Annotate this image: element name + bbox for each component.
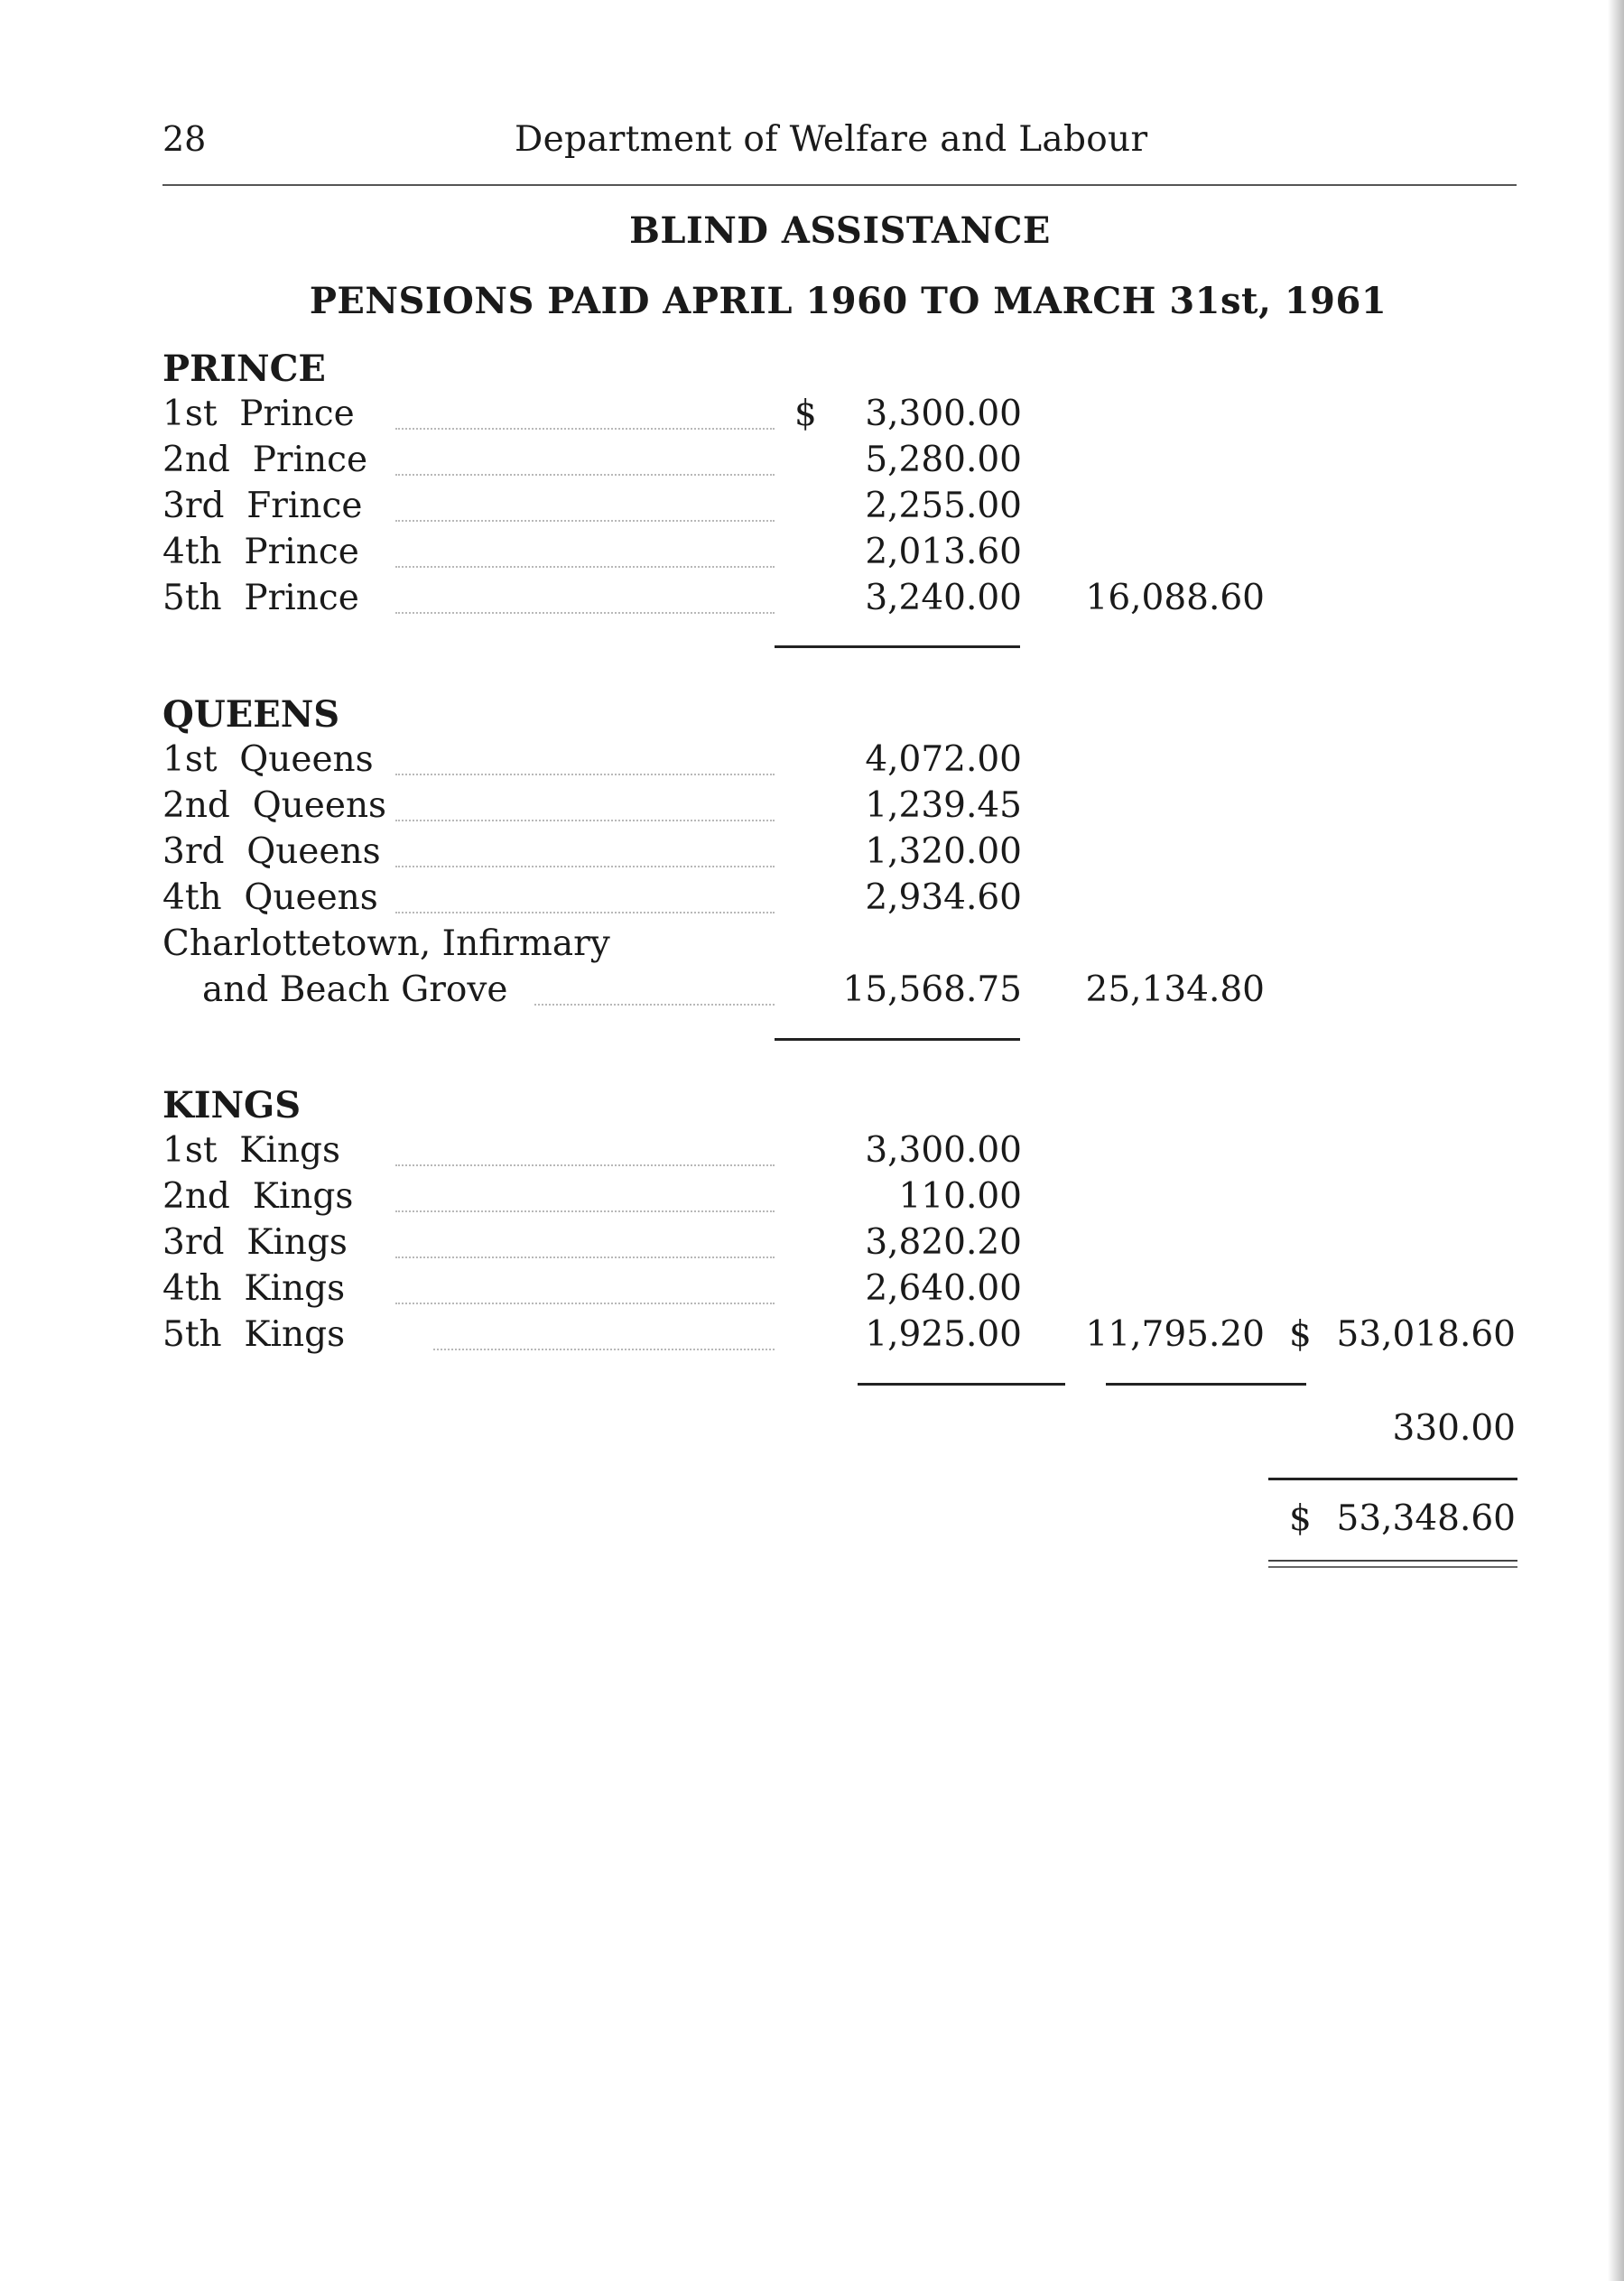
- row-amount: 1,925.00: [865, 1314, 1022, 1355]
- table-row: [0, 1498, 1624, 1544]
- currency-symbol: $: [794, 394, 817, 434]
- row-label: and Beach Grove: [202, 969, 508, 1010]
- row-label: 3rd Kings: [162, 1222, 348, 1263]
- dot-leader: [395, 1303, 775, 1304]
- dot-leader: [395, 820, 775, 821]
- table-row: [0, 923, 1624, 969]
- dot-leader: [395, 1210, 775, 1212]
- table-row: [0, 1222, 1624, 1267]
- row-amount: 1,239.45: [865, 785, 1022, 826]
- report-subtitle: PENSIONS PAID APRIL 1960 TO MARCH 31st, 1961: [309, 280, 1387, 322]
- currency-symbol: $: [1289, 1498, 1312, 1539]
- table-row: [0, 1130, 1624, 1175]
- row-amount: 2,640.00: [865, 1268, 1022, 1309]
- row-label: 1st Kings: [162, 1130, 340, 1171]
- row-label: 3rd Queens: [162, 831, 381, 872]
- row-amount: 4,072.00: [865, 739, 1022, 780]
- page-number: 28: [162, 119, 207, 159]
- table-row: [0, 440, 1624, 485]
- dot-leader: [433, 1349, 775, 1350]
- row-amount: 3,820.20: [865, 1222, 1022, 1263]
- row-amount: 1,320.00: [865, 831, 1022, 872]
- total-rule: [1268, 1478, 1517, 1480]
- dot-leader: [395, 566, 775, 568]
- table-row: [0, 1314, 1624, 1359]
- dot-leader: [395, 912, 775, 913]
- row-label: 5th Kings: [162, 1314, 346, 1355]
- report-title: BLIND ASSISTANCE: [629, 209, 1051, 252]
- row-label: 2nd Prince: [162, 440, 368, 480]
- section-subtotal: 25,134.80: [1085, 969, 1265, 1010]
- currency-symbol: $: [1289, 1314, 1312, 1355]
- subtotal-rule: [775, 1038, 1020, 1041]
- table-row: [0, 532, 1624, 577]
- additional-amount: 330.00: [1392, 1408, 1516, 1449]
- section-subtotal: 11,795.20: [1085, 1314, 1265, 1355]
- row-amount: 2,934.60: [865, 877, 1022, 918]
- dot-leader: [395, 866, 775, 867]
- grand-total: 53,348.60: [1336, 1498, 1516, 1539]
- section-subtotal: 16,088.60: [1085, 578, 1265, 618]
- table-row: [0, 1176, 1624, 1221]
- subtotal-rule: [775, 645, 1020, 648]
- table-row: [0, 1268, 1624, 1313]
- row-label: 4th Queens: [162, 877, 378, 918]
- dot-leader: [395, 520, 775, 522]
- dot-leader: [395, 1164, 775, 1166]
- row-amount: 15,568.75: [842, 969, 1022, 1010]
- table-row: [0, 831, 1624, 876]
- row-label: 4th Prince: [162, 532, 359, 572]
- row-label: 3rd Frince: [162, 486, 363, 526]
- row-label: 1st Prince: [162, 394, 355, 434]
- table-row: [0, 1408, 1624, 1453]
- row-label: 1st Queens: [162, 739, 374, 780]
- row-label: 5th Prince: [162, 578, 359, 618]
- section-heading-queens: QUEENS: [162, 693, 340, 736]
- dot-leader: [395, 612, 775, 614]
- row-amount: 110.00: [898, 1176, 1022, 1217]
- row-label: Charlottetown, Infirmary: [162, 923, 610, 964]
- subtotal-rule: [1106, 1383, 1306, 1386]
- row-amount: 3,240.00: [865, 578, 1022, 618]
- row-amount: 3,300.00: [865, 1130, 1022, 1171]
- table-row: [0, 578, 1624, 623]
- running-title: Department of Welfare and Labour: [515, 119, 1148, 160]
- table-row: [0, 394, 1624, 439]
- dot-leader: [395, 1256, 775, 1258]
- row-amount: 2,255.00: [865, 486, 1022, 526]
- header-rule: [162, 184, 1517, 186]
- section-heading-kings: KINGS: [162, 1084, 302, 1127]
- dot-leader: [395, 428, 775, 430]
- dot-leader: [395, 474, 775, 476]
- row-label: 2nd Kings: [162, 1176, 354, 1217]
- dot-leader: [395, 774, 775, 775]
- subtotal-rule: [858, 1383, 1065, 1386]
- dot-leader: [534, 1004, 775, 1006]
- page-header: [162, 119, 1517, 173]
- table-row: [0, 486, 1624, 531]
- row-amount: 5,280.00: [865, 440, 1022, 480]
- table-row: [0, 969, 1624, 1015]
- row-label: 2nd Queens: [162, 785, 387, 826]
- grand-total-double-rule: [1268, 1566, 1517, 1568]
- row-amount: 2,013.60: [865, 532, 1022, 572]
- row-amount: 3,300.00: [865, 394, 1022, 434]
- combined-total: 53,018.60: [1336, 1314, 1516, 1355]
- table-row: [0, 877, 1624, 923]
- section-heading-prince: PRINCE: [162, 348, 326, 390]
- grand-total-double-rule: [1268, 1560, 1517, 1562]
- table-row: [0, 785, 1624, 830]
- row-label: 4th Kings: [162, 1268, 346, 1309]
- table-row: [0, 739, 1624, 784]
